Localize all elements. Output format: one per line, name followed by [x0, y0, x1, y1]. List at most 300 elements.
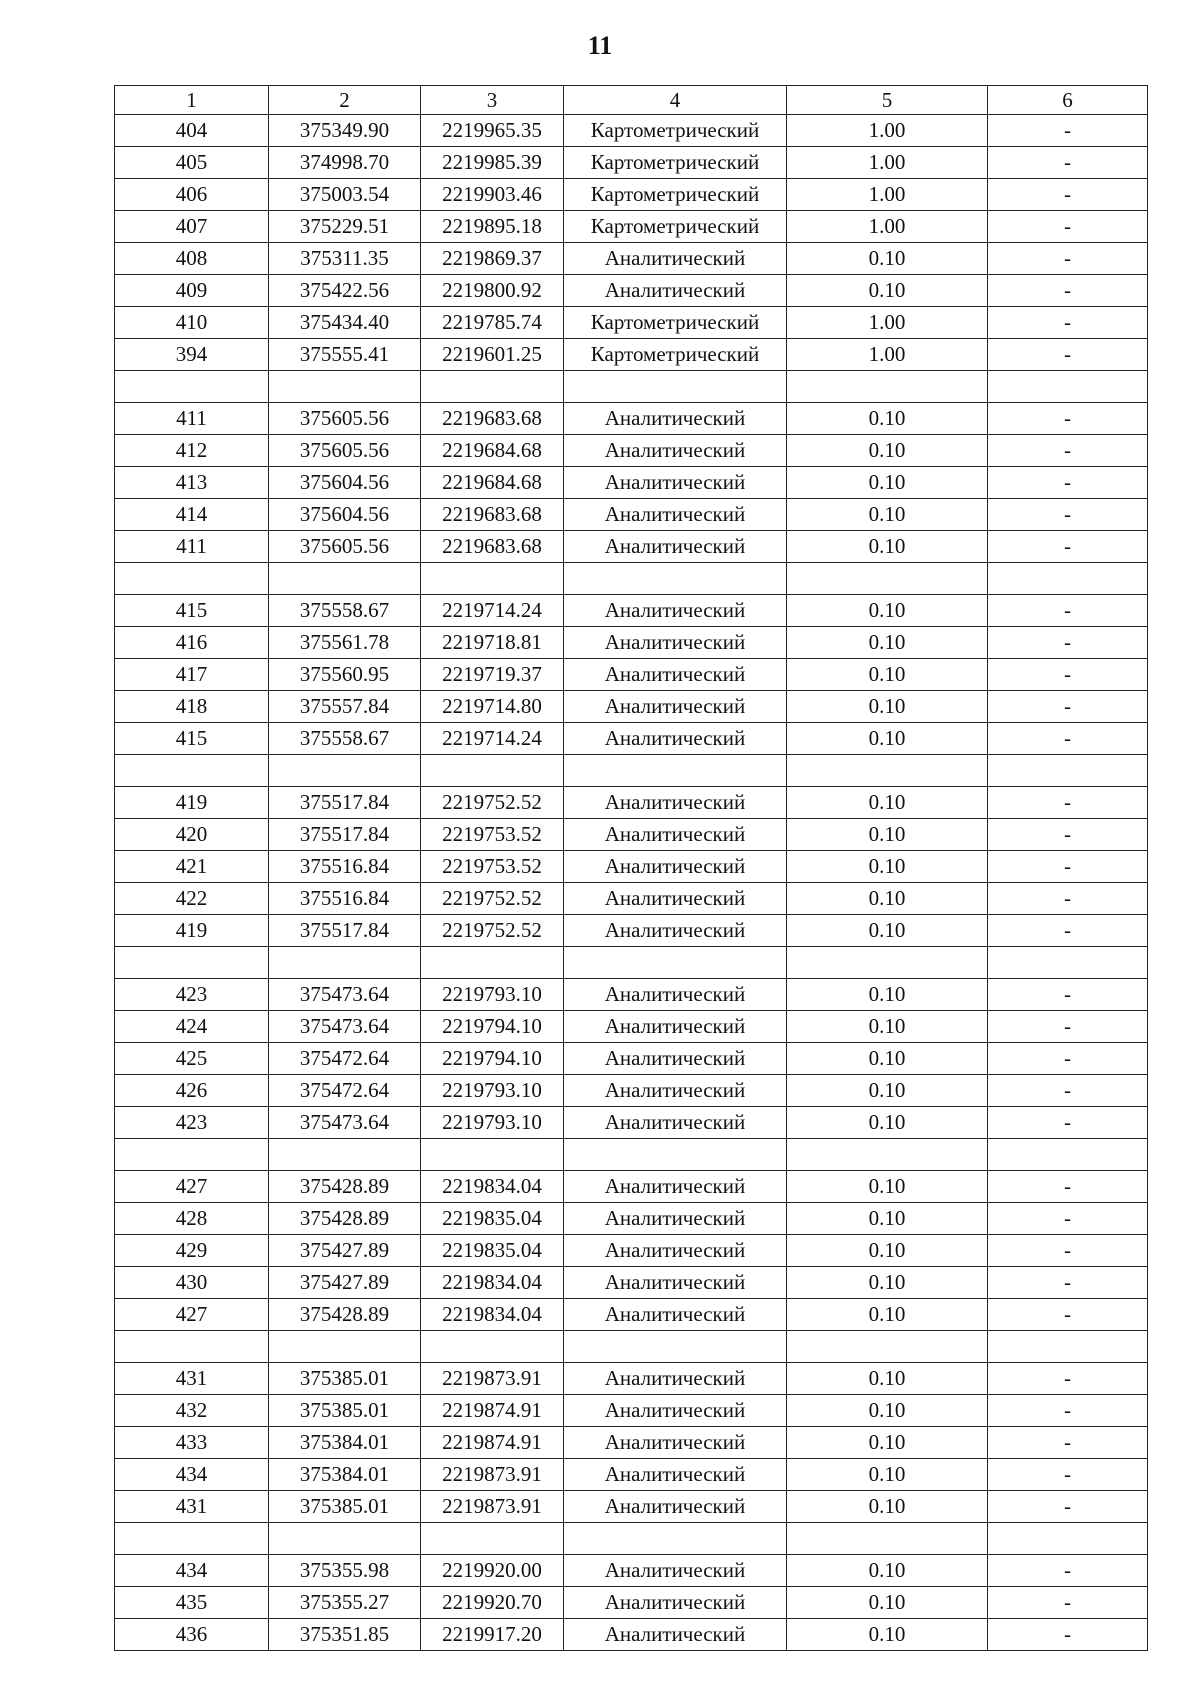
- method-cell: Картометрический: [564, 115, 787, 147]
- note-cell: -: [988, 1299, 1148, 1331]
- method-cell: Аналитический: [564, 595, 787, 627]
- x-coordinate-cell: 375434.40: [269, 307, 421, 339]
- point-number-cell: 410: [115, 307, 269, 339]
- x-coordinate-cell: 375003.54: [269, 179, 421, 211]
- accuracy-cell: [787, 371, 988, 403]
- accuracy-cell: 0.10: [787, 1427, 988, 1459]
- point-number-cell: 405: [115, 147, 269, 179]
- accuracy-cell: 0.10: [787, 1619, 988, 1651]
- table-row: [115, 211, 1148, 243]
- method-cell: Аналитический: [564, 1587, 787, 1619]
- table-row: [115, 1491, 1148, 1523]
- method-cell: Аналитический: [564, 1011, 787, 1043]
- note-cell: [988, 755, 1148, 787]
- table-row: [115, 1043, 1148, 1075]
- accuracy-cell: 0.10: [787, 1107, 988, 1139]
- column-header-2: 2: [269, 86, 421, 115]
- point-number-cell: 436: [115, 1619, 269, 1651]
- accuracy-cell: 0.10: [787, 435, 988, 467]
- x-coordinate-cell: 375384.01: [269, 1459, 421, 1491]
- y-coordinate-cell: 2219834.04: [421, 1171, 564, 1203]
- table-row: [115, 1107, 1148, 1139]
- method-cell: Аналитический: [564, 1075, 787, 1107]
- table-row: [115, 1619, 1148, 1651]
- accuracy-cell: 0.10: [787, 403, 988, 435]
- point-number-cell: 431: [115, 1491, 269, 1523]
- accuracy-cell: 0.10: [787, 1587, 988, 1619]
- note-cell: [988, 947, 1148, 979]
- accuracy-cell: 0.10: [787, 787, 988, 819]
- x-coordinate-cell: 375385.01: [269, 1363, 421, 1395]
- x-coordinate-cell: 375428.89: [269, 1171, 421, 1203]
- accuracy-cell: 0.10: [787, 659, 988, 691]
- accuracy-cell: [787, 947, 988, 979]
- accuracy-cell: [787, 563, 988, 595]
- point-number-cell: 425: [115, 1043, 269, 1075]
- y-coordinate-cell: 2219793.10: [421, 1075, 564, 1107]
- x-coordinate-cell: 375473.64: [269, 1011, 421, 1043]
- point-number-cell: 407: [115, 211, 269, 243]
- x-coordinate-cell: 375428.89: [269, 1299, 421, 1331]
- table-row: [115, 1299, 1148, 1331]
- separator-row: [115, 371, 1148, 403]
- table-row: [115, 1267, 1148, 1299]
- method-cell: Аналитический: [564, 723, 787, 755]
- y-coordinate-cell: 2219920.70: [421, 1587, 564, 1619]
- y-coordinate-cell: 2219683.68: [421, 531, 564, 563]
- x-coordinate-cell: 375605.56: [269, 531, 421, 563]
- table-row: [115, 1171, 1148, 1203]
- x-coordinate-cell: [269, 947, 421, 979]
- y-coordinate-cell: 2219753.52: [421, 819, 564, 851]
- method-cell: Аналитический: [564, 1427, 787, 1459]
- method-cell: Аналитический: [564, 403, 787, 435]
- accuracy-cell: 1.00: [787, 115, 988, 147]
- accuracy-cell: 1.00: [787, 211, 988, 243]
- point-number-cell: 415: [115, 595, 269, 627]
- method-cell: Аналитический: [564, 851, 787, 883]
- point-number-cell: 394: [115, 339, 269, 371]
- point-number-cell: [115, 1331, 269, 1363]
- method-cell: Аналитический: [564, 1299, 787, 1331]
- note-cell: -: [988, 307, 1148, 339]
- point-number-cell: 424: [115, 1011, 269, 1043]
- note-cell: -: [988, 243, 1148, 275]
- note-cell: -: [988, 1011, 1148, 1043]
- accuracy-cell: 0.10: [787, 627, 988, 659]
- table-row: [115, 1011, 1148, 1043]
- note-cell: -: [988, 1267, 1148, 1299]
- table-row: [115, 979, 1148, 1011]
- table-row: [115, 659, 1148, 691]
- y-coordinate-cell: [421, 563, 564, 595]
- y-coordinate-cell: 2219714.24: [421, 595, 564, 627]
- note-cell: -: [988, 691, 1148, 723]
- table-row: [115, 1203, 1148, 1235]
- point-number-cell: [115, 371, 269, 403]
- column-header-6: 6: [988, 86, 1148, 115]
- point-number-cell: 421: [115, 851, 269, 883]
- y-coordinate-cell: 2219684.68: [421, 435, 564, 467]
- table-row: [115, 595, 1148, 627]
- table-row: [115, 403, 1148, 435]
- accuracy-cell: 1.00: [787, 147, 988, 179]
- table-row: [115, 1075, 1148, 1107]
- method-cell: Аналитический: [564, 275, 787, 307]
- note-cell: -: [988, 883, 1148, 915]
- point-number-cell: 418: [115, 691, 269, 723]
- y-coordinate-cell: [421, 755, 564, 787]
- note-cell: -: [988, 1587, 1148, 1619]
- x-coordinate-cell: 375558.67: [269, 723, 421, 755]
- x-coordinate-cell: 375560.95: [269, 659, 421, 691]
- table-row: [115, 723, 1148, 755]
- note-cell: -: [988, 403, 1148, 435]
- note-cell: -: [988, 179, 1148, 211]
- y-coordinate-cell: [421, 371, 564, 403]
- note-cell: -: [988, 1491, 1148, 1523]
- y-coordinate-cell: 2219985.39: [421, 147, 564, 179]
- x-coordinate-cell: 375517.84: [269, 915, 421, 947]
- accuracy-cell: 0.10: [787, 499, 988, 531]
- note-cell: -: [988, 147, 1148, 179]
- point-number-cell: 419: [115, 787, 269, 819]
- method-cell: Аналитический: [564, 1555, 787, 1587]
- note-cell: [988, 1139, 1148, 1171]
- x-coordinate-cell: 375555.41: [269, 339, 421, 371]
- method-cell: Аналитический: [564, 499, 787, 531]
- table-row: [115, 499, 1148, 531]
- method-cell: [564, 755, 787, 787]
- accuracy-cell: 0.10: [787, 595, 988, 627]
- method-cell: Аналитический: [564, 531, 787, 563]
- coordinates-table: [114, 85, 1148, 1651]
- note-cell: -: [988, 339, 1148, 371]
- note-cell: -: [988, 1427, 1148, 1459]
- header-row: [115, 86, 1148, 115]
- separator-row: [115, 563, 1148, 595]
- note-cell: -: [988, 915, 1148, 947]
- x-coordinate-cell: 375351.85: [269, 1619, 421, 1651]
- table-row: [115, 1395, 1148, 1427]
- y-coordinate-cell: 2219903.46: [421, 179, 564, 211]
- method-cell: Аналитический: [564, 1491, 787, 1523]
- accuracy-cell: 0.10: [787, 979, 988, 1011]
- x-coordinate-cell: 374998.70: [269, 147, 421, 179]
- method-cell: [564, 563, 787, 595]
- x-coordinate-cell: [269, 1523, 421, 1555]
- point-number-cell: [115, 947, 269, 979]
- accuracy-cell: 0.10: [787, 1299, 988, 1331]
- x-coordinate-cell: 375384.01: [269, 1427, 421, 1459]
- table-row: [115, 435, 1148, 467]
- accuracy-cell: 0.10: [787, 531, 988, 563]
- y-coordinate-cell: 2219718.81: [421, 627, 564, 659]
- point-number-cell: 422: [115, 883, 269, 915]
- note-cell: -: [988, 1619, 1148, 1651]
- y-coordinate-cell: 2219601.25: [421, 339, 564, 371]
- note-cell: -: [988, 1075, 1148, 1107]
- point-number-cell: [115, 1523, 269, 1555]
- accuracy-cell: 0.10: [787, 1171, 988, 1203]
- accuracy-cell: 0.10: [787, 1555, 988, 1587]
- point-number-cell: 415: [115, 723, 269, 755]
- table-row: [115, 339, 1148, 371]
- note-cell: -: [988, 627, 1148, 659]
- note-cell: -: [988, 595, 1148, 627]
- x-coordinate-cell: 375561.78: [269, 627, 421, 659]
- point-number-cell: 432: [115, 1395, 269, 1427]
- method-cell: Аналитический: [564, 1267, 787, 1299]
- note-cell: -: [988, 115, 1148, 147]
- x-coordinate-cell: [269, 1331, 421, 1363]
- column-header-5: 5: [787, 86, 988, 115]
- accuracy-cell: 0.10: [787, 1203, 988, 1235]
- x-coordinate-cell: [269, 755, 421, 787]
- accuracy-cell: 0.10: [787, 1075, 988, 1107]
- point-number-cell: 411: [115, 531, 269, 563]
- point-number-cell: 412: [115, 435, 269, 467]
- x-coordinate-cell: 375517.84: [269, 787, 421, 819]
- y-coordinate-cell: 2219834.04: [421, 1267, 564, 1299]
- point-number-cell: 433: [115, 1427, 269, 1459]
- accuracy-cell: 0.10: [787, 467, 988, 499]
- x-coordinate-cell: [269, 1139, 421, 1171]
- method-cell: Аналитический: [564, 659, 787, 691]
- point-number-cell: 404: [115, 115, 269, 147]
- y-coordinate-cell: 2219873.91: [421, 1459, 564, 1491]
- table-body: [115, 115, 1148, 1651]
- method-cell: [564, 1523, 787, 1555]
- y-coordinate-cell: 2219835.04: [421, 1235, 564, 1267]
- x-coordinate-cell: 375516.84: [269, 851, 421, 883]
- table-row: [115, 691, 1148, 723]
- x-coordinate-cell: 375557.84: [269, 691, 421, 723]
- table-row: [115, 1235, 1148, 1267]
- note-cell: -: [988, 1171, 1148, 1203]
- y-coordinate-cell: 2219800.92: [421, 275, 564, 307]
- method-cell: Аналитический: [564, 1395, 787, 1427]
- table-row: [115, 467, 1148, 499]
- method-cell: Картометрический: [564, 211, 787, 243]
- method-cell: Аналитический: [564, 1459, 787, 1491]
- point-number-cell: 420: [115, 819, 269, 851]
- accuracy-cell: [787, 1331, 988, 1363]
- note-cell: -: [988, 435, 1148, 467]
- separator-row: [115, 1331, 1148, 1363]
- table-row: [115, 819, 1148, 851]
- point-number-cell: 427: [115, 1299, 269, 1331]
- y-coordinate-cell: 2219752.52: [421, 787, 564, 819]
- note-cell: -: [988, 467, 1148, 499]
- accuracy-cell: 0.10: [787, 1267, 988, 1299]
- note-cell: [988, 1331, 1148, 1363]
- note-cell: -: [988, 979, 1148, 1011]
- note-cell: -: [988, 851, 1148, 883]
- x-coordinate-cell: 375385.01: [269, 1491, 421, 1523]
- method-cell: Картометрический: [564, 307, 787, 339]
- point-number-cell: 434: [115, 1555, 269, 1587]
- point-number-cell: 416: [115, 627, 269, 659]
- method-cell: Картометрический: [564, 339, 787, 371]
- y-coordinate-cell: 2219719.37: [421, 659, 564, 691]
- column-header-4: 4: [564, 86, 787, 115]
- method-cell: Аналитический: [564, 1235, 787, 1267]
- accuracy-cell: 0.10: [787, 915, 988, 947]
- point-number-cell: 414: [115, 499, 269, 531]
- y-coordinate-cell: 2219794.10: [421, 1011, 564, 1043]
- x-coordinate-cell: 375428.89: [269, 1203, 421, 1235]
- point-number-cell: 429: [115, 1235, 269, 1267]
- x-coordinate-cell: 375427.89: [269, 1267, 421, 1299]
- method-cell: Аналитический: [564, 979, 787, 1011]
- accuracy-cell: 0.10: [787, 1491, 988, 1523]
- separator-row: [115, 1523, 1148, 1555]
- x-coordinate-cell: 375604.56: [269, 467, 421, 499]
- x-coordinate-cell: 375473.64: [269, 979, 421, 1011]
- table-row: [115, 883, 1148, 915]
- accuracy-cell: 0.10: [787, 1363, 988, 1395]
- y-coordinate-cell: 2219684.68: [421, 467, 564, 499]
- table-row: [115, 851, 1148, 883]
- note-cell: [988, 563, 1148, 595]
- method-cell: [564, 947, 787, 979]
- note-cell: -: [988, 499, 1148, 531]
- note-cell: -: [988, 787, 1148, 819]
- table-row: [115, 915, 1148, 947]
- note-cell: -: [988, 1555, 1148, 1587]
- y-coordinate-cell: 2219794.10: [421, 1043, 564, 1075]
- x-coordinate-cell: 375516.84: [269, 883, 421, 915]
- note-cell: -: [988, 819, 1148, 851]
- accuracy-cell: 0.10: [787, 243, 988, 275]
- y-coordinate-cell: [421, 1523, 564, 1555]
- table-row: [115, 1427, 1148, 1459]
- accuracy-cell: [787, 1139, 988, 1171]
- note-cell: -: [988, 1203, 1148, 1235]
- note-cell: -: [988, 531, 1148, 563]
- point-number-cell: 419: [115, 915, 269, 947]
- note-cell: -: [988, 659, 1148, 691]
- accuracy-cell: 1.00: [787, 179, 988, 211]
- accuracy-cell: 0.10: [787, 1043, 988, 1075]
- column-header-1: 1: [115, 86, 269, 115]
- x-coordinate-cell: 375473.64: [269, 1107, 421, 1139]
- method-cell: Картометрический: [564, 179, 787, 211]
- y-coordinate-cell: 2219917.20: [421, 1619, 564, 1651]
- y-coordinate-cell: 2219874.91: [421, 1395, 564, 1427]
- point-number-cell: 411: [115, 403, 269, 435]
- separator-row: [115, 755, 1148, 787]
- table-row: [115, 1555, 1148, 1587]
- x-coordinate-cell: 375605.56: [269, 435, 421, 467]
- point-number-cell: 434: [115, 1459, 269, 1491]
- point-number-cell: [115, 563, 269, 595]
- method-cell: Аналитический: [564, 883, 787, 915]
- table-header: [115, 86, 1148, 115]
- accuracy-cell: 0.10: [787, 723, 988, 755]
- y-coordinate-cell: 2219714.80: [421, 691, 564, 723]
- point-number-cell: 413: [115, 467, 269, 499]
- table-row: [115, 147, 1148, 179]
- accuracy-cell: 1.00: [787, 307, 988, 339]
- point-number-cell: 431: [115, 1363, 269, 1395]
- point-number-cell: 409: [115, 275, 269, 307]
- method-cell: [564, 371, 787, 403]
- y-coordinate-cell: [421, 1331, 564, 1363]
- method-cell: Аналитический: [564, 1171, 787, 1203]
- x-coordinate-cell: [269, 371, 421, 403]
- x-coordinate-cell: 375355.27: [269, 1587, 421, 1619]
- note-cell: -: [988, 1235, 1148, 1267]
- table-row: [115, 1459, 1148, 1491]
- y-coordinate-cell: 2219714.24: [421, 723, 564, 755]
- note-cell: [988, 1523, 1148, 1555]
- point-number-cell: 408: [115, 243, 269, 275]
- point-number-cell: 428: [115, 1203, 269, 1235]
- x-coordinate-cell: 375311.35: [269, 243, 421, 275]
- column-header-3: 3: [421, 86, 564, 115]
- note-cell: -: [988, 1459, 1148, 1491]
- method-cell: Аналитический: [564, 787, 787, 819]
- y-coordinate-cell: 2219873.91: [421, 1491, 564, 1523]
- method-cell: Аналитический: [564, 243, 787, 275]
- table-row: [115, 115, 1148, 147]
- y-coordinate-cell: 2219683.68: [421, 499, 564, 531]
- x-coordinate-cell: 375604.56: [269, 499, 421, 531]
- point-number-cell: 427: [115, 1171, 269, 1203]
- y-coordinate-cell: 2219785.74: [421, 307, 564, 339]
- point-number-cell: 423: [115, 1107, 269, 1139]
- method-cell: Аналитический: [564, 1043, 787, 1075]
- method-cell: [564, 1139, 787, 1171]
- y-coordinate-cell: 2219869.37: [421, 243, 564, 275]
- accuracy-cell: 0.10: [787, 691, 988, 723]
- y-coordinate-cell: 2219834.04: [421, 1299, 564, 1331]
- y-coordinate-cell: 2219683.68: [421, 403, 564, 435]
- method-cell: Картометрический: [564, 147, 787, 179]
- y-coordinate-cell: 2219965.35: [421, 115, 564, 147]
- x-coordinate-cell: 375605.56: [269, 403, 421, 435]
- note-cell: -: [988, 1107, 1148, 1139]
- method-cell: Аналитический: [564, 435, 787, 467]
- y-coordinate-cell: 2219793.10: [421, 979, 564, 1011]
- accuracy-cell: 0.10: [787, 1235, 988, 1267]
- table-row: [115, 531, 1148, 563]
- point-number-cell: 417: [115, 659, 269, 691]
- y-coordinate-cell: 2219752.52: [421, 915, 564, 947]
- y-coordinate-cell: [421, 1139, 564, 1171]
- note-cell: -: [988, 1395, 1148, 1427]
- y-coordinate-cell: 2219835.04: [421, 1203, 564, 1235]
- x-coordinate-cell: 375349.90: [269, 115, 421, 147]
- note-cell: -: [988, 1363, 1148, 1395]
- x-coordinate-cell: 375558.67: [269, 595, 421, 627]
- method-cell: Аналитический: [564, 691, 787, 723]
- note-cell: -: [988, 275, 1148, 307]
- point-number-cell: [115, 755, 269, 787]
- table-row: [115, 627, 1148, 659]
- table-row: [115, 275, 1148, 307]
- y-coordinate-cell: 2219752.52: [421, 883, 564, 915]
- accuracy-cell: 0.10: [787, 851, 988, 883]
- y-coordinate-cell: 2219920.00: [421, 1555, 564, 1587]
- x-coordinate-cell: 375422.56: [269, 275, 421, 307]
- y-coordinate-cell: 2219873.91: [421, 1363, 564, 1395]
- accuracy-cell: 0.10: [787, 1011, 988, 1043]
- page-number: 11: [587, 31, 613, 60]
- x-coordinate-cell: 375385.01: [269, 1395, 421, 1427]
